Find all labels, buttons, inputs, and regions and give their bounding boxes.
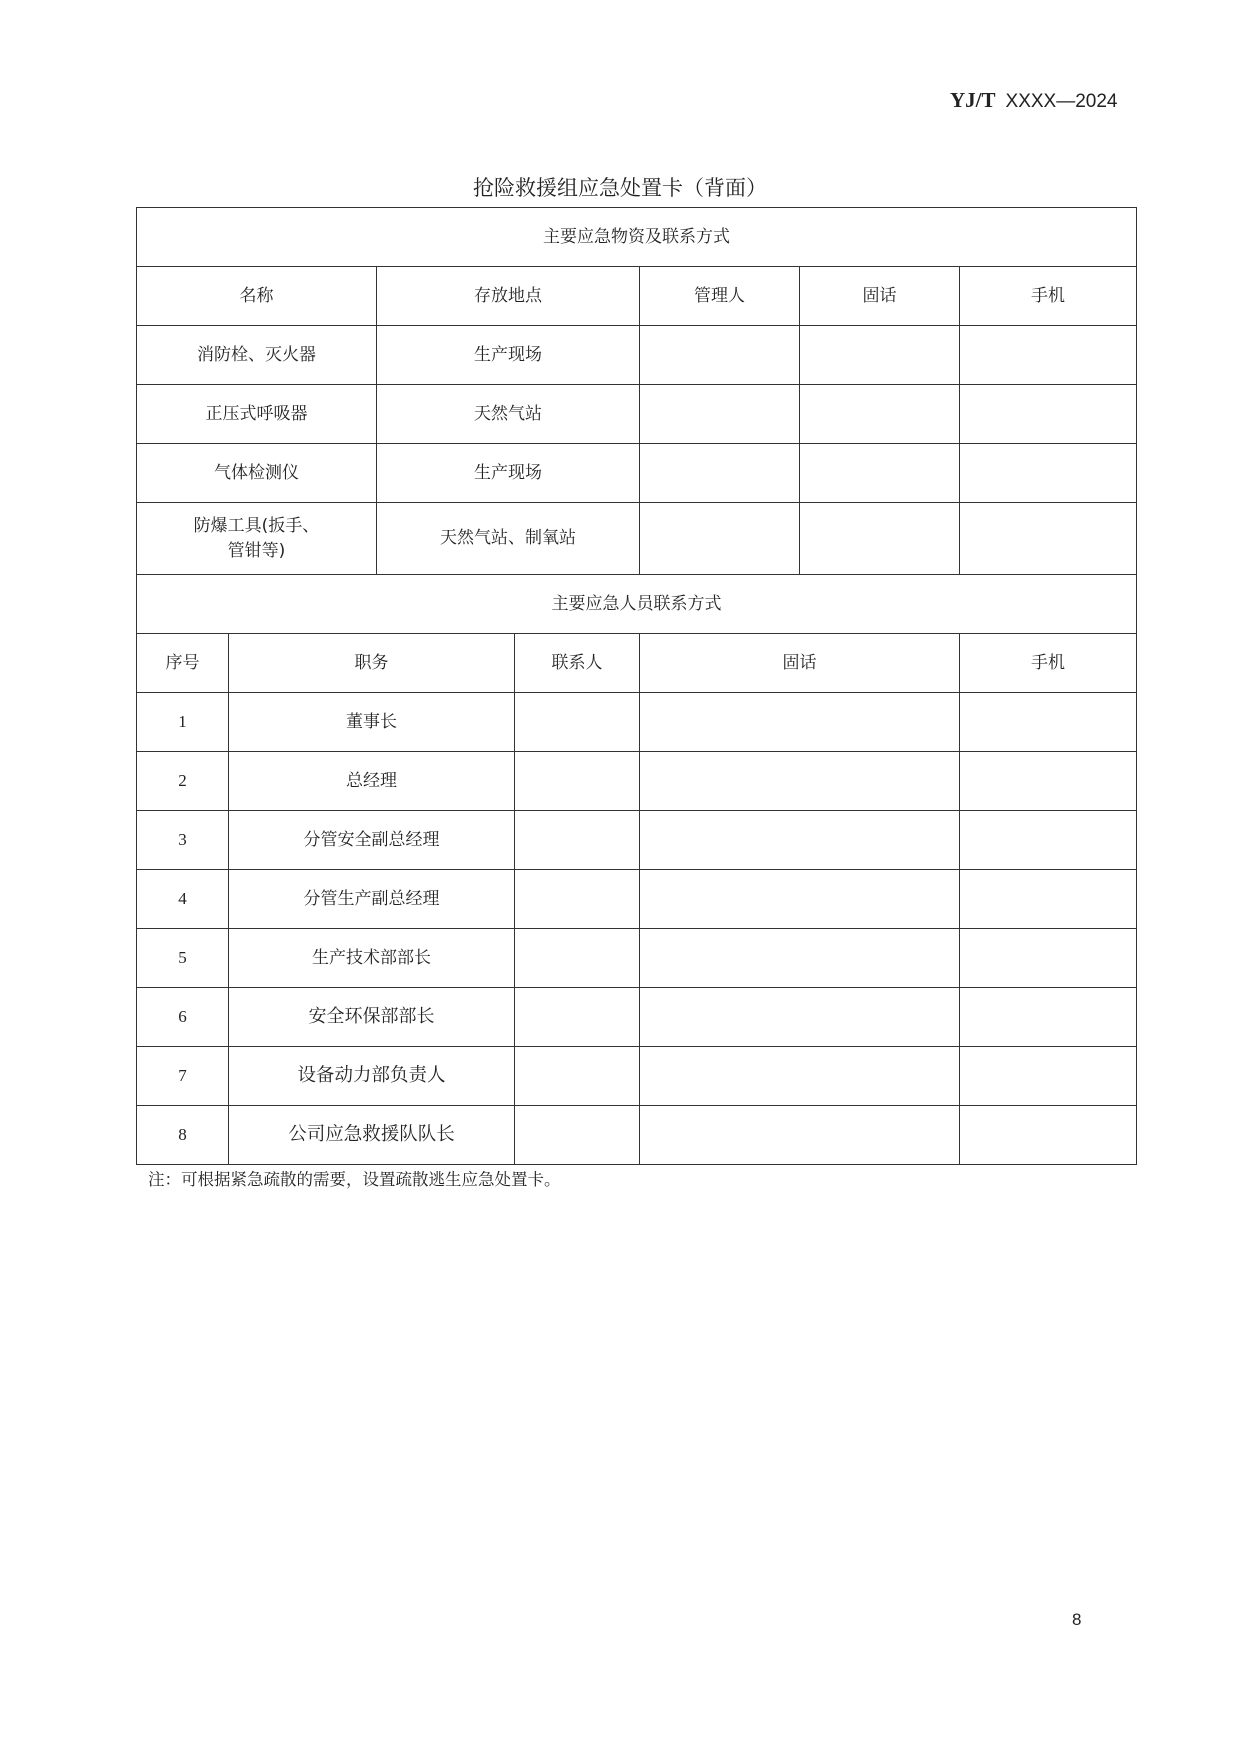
card-title: 抢险救援组应急处置卡（背面） bbox=[473, 176, 767, 200]
landline[interactable] bbox=[640, 752, 960, 811]
contact-person[interactable] bbox=[515, 752, 640, 811]
column-header: 手机 bbox=[960, 634, 1137, 693]
position: 生产技术部部长 bbox=[229, 929, 515, 988]
emergency-card-table bbox=[136, 207, 1137, 1165]
material-name bbox=[137, 503, 377, 575]
material-location: 天然气站 bbox=[377, 385, 640, 444]
column-header: 序号 bbox=[137, 634, 229, 693]
material-name: 气体检测仪 bbox=[137, 444, 377, 503]
contact-person[interactable] bbox=[515, 929, 640, 988]
landline[interactable] bbox=[640, 929, 960, 988]
column-header: 固话 bbox=[640, 634, 960, 693]
mobile[interactable] bbox=[960, 693, 1137, 752]
material-name-line1: 防爆工具(扳手、 bbox=[193, 515, 320, 536]
serial-number: 4 bbox=[137, 870, 229, 929]
position: 董事长 bbox=[229, 693, 515, 752]
position: 设备动力部负责人 bbox=[229, 1047, 515, 1106]
table-row bbox=[137, 1106, 1137, 1165]
table-row bbox=[137, 503, 1137, 575]
material-manager[interactable] bbox=[640, 385, 800, 444]
footnote: 注：可根据紧急疏散的需要，设置疏散逃生应急处置卡。 bbox=[148, 1170, 561, 1189]
table-row bbox=[137, 811, 1137, 870]
serial-number: 7 bbox=[137, 1047, 229, 1106]
contact-person[interactable] bbox=[515, 870, 640, 929]
mobile[interactable] bbox=[960, 929, 1137, 988]
standard-number: XXXX—2024 bbox=[1005, 91, 1118, 112]
landline[interactable] bbox=[640, 988, 960, 1047]
landline[interactable] bbox=[640, 693, 960, 752]
mobile[interactable] bbox=[960, 870, 1137, 929]
landline[interactable] bbox=[640, 811, 960, 870]
material-name-line2: 管钳等) bbox=[227, 540, 286, 561]
landline[interactable] bbox=[640, 1106, 960, 1165]
material-landline[interactable] bbox=[800, 326, 960, 385]
material-mobile[interactable] bbox=[960, 385, 1137, 444]
table-row bbox=[137, 1047, 1137, 1106]
column-header: 职务 bbox=[229, 634, 515, 693]
mobile[interactable] bbox=[960, 811, 1137, 870]
table-row bbox=[137, 988, 1137, 1047]
material-manager[interactable] bbox=[640, 444, 800, 503]
position: 分管生产副总经理 bbox=[229, 870, 515, 929]
mobile[interactable] bbox=[960, 1047, 1137, 1106]
contact-person[interactable] bbox=[515, 693, 640, 752]
position: 总经理 bbox=[229, 752, 515, 811]
serial-number: 5 bbox=[137, 929, 229, 988]
material-landline[interactable] bbox=[800, 385, 960, 444]
material-location: 生产现场 bbox=[377, 326, 640, 385]
serial-number: 6 bbox=[137, 988, 229, 1047]
table-row bbox=[137, 326, 1137, 385]
material-name: 正压式呼吸器 bbox=[137, 385, 377, 444]
column-header: 管理人 bbox=[640, 267, 800, 326]
table-row bbox=[137, 870, 1137, 929]
serial-number: 8 bbox=[137, 1106, 229, 1165]
table-row bbox=[137, 752, 1137, 811]
materials-header-row bbox=[137, 267, 1137, 326]
standard-code bbox=[950, 88, 1117, 113]
personnel-section-title: 主要应急人员联系方式 bbox=[137, 575, 1137, 634]
contact-person[interactable] bbox=[515, 988, 640, 1047]
material-mobile[interactable] bbox=[960, 326, 1137, 385]
table-row bbox=[137, 929, 1137, 988]
contact-person[interactable] bbox=[515, 1106, 640, 1165]
material-name: 消防栓、灭火器 bbox=[137, 326, 377, 385]
position: 公司应急救援队队长 bbox=[229, 1106, 515, 1165]
materials-section-row bbox=[137, 208, 1137, 267]
material-mobile[interactable] bbox=[960, 444, 1137, 503]
landline[interactable] bbox=[640, 1047, 960, 1106]
material-manager[interactable] bbox=[640, 326, 800, 385]
materials-section-title: 主要应急物资及联系方式 bbox=[137, 208, 1137, 267]
personnel-section-row bbox=[137, 575, 1137, 634]
column-header: 名称 bbox=[137, 267, 377, 326]
material-manager[interactable] bbox=[640, 503, 800, 575]
serial-number: 2 bbox=[137, 752, 229, 811]
material-landline[interactable] bbox=[800, 444, 960, 503]
material-mobile[interactable] bbox=[960, 503, 1137, 575]
position: 分管安全副总经理 bbox=[229, 811, 515, 870]
material-location: 天然气站、制氧站 bbox=[377, 503, 640, 575]
mobile[interactable] bbox=[960, 752, 1137, 811]
table-row bbox=[137, 693, 1137, 752]
page-number: 8 bbox=[1072, 1610, 1082, 1629]
landline[interactable] bbox=[640, 870, 960, 929]
mobile[interactable] bbox=[960, 988, 1137, 1047]
column-header: 手机 bbox=[960, 267, 1137, 326]
contact-person[interactable] bbox=[515, 1047, 640, 1106]
column-header: 存放地点 bbox=[377, 267, 640, 326]
position: 安全环保部部长 bbox=[229, 988, 515, 1047]
column-header: 固话 bbox=[800, 267, 960, 326]
material-landline[interactable] bbox=[800, 503, 960, 575]
serial-number: 3 bbox=[137, 811, 229, 870]
table-row bbox=[137, 444, 1137, 503]
mobile[interactable] bbox=[960, 1106, 1137, 1165]
contact-person[interactable] bbox=[515, 811, 640, 870]
standard-prefix: YJ/T bbox=[950, 88, 996, 112]
serial-number: 1 bbox=[137, 693, 229, 752]
table-row bbox=[137, 385, 1137, 444]
personnel-header-row bbox=[137, 634, 1137, 693]
material-location: 生产现场 bbox=[377, 444, 640, 503]
column-header: 联系人 bbox=[515, 634, 640, 693]
